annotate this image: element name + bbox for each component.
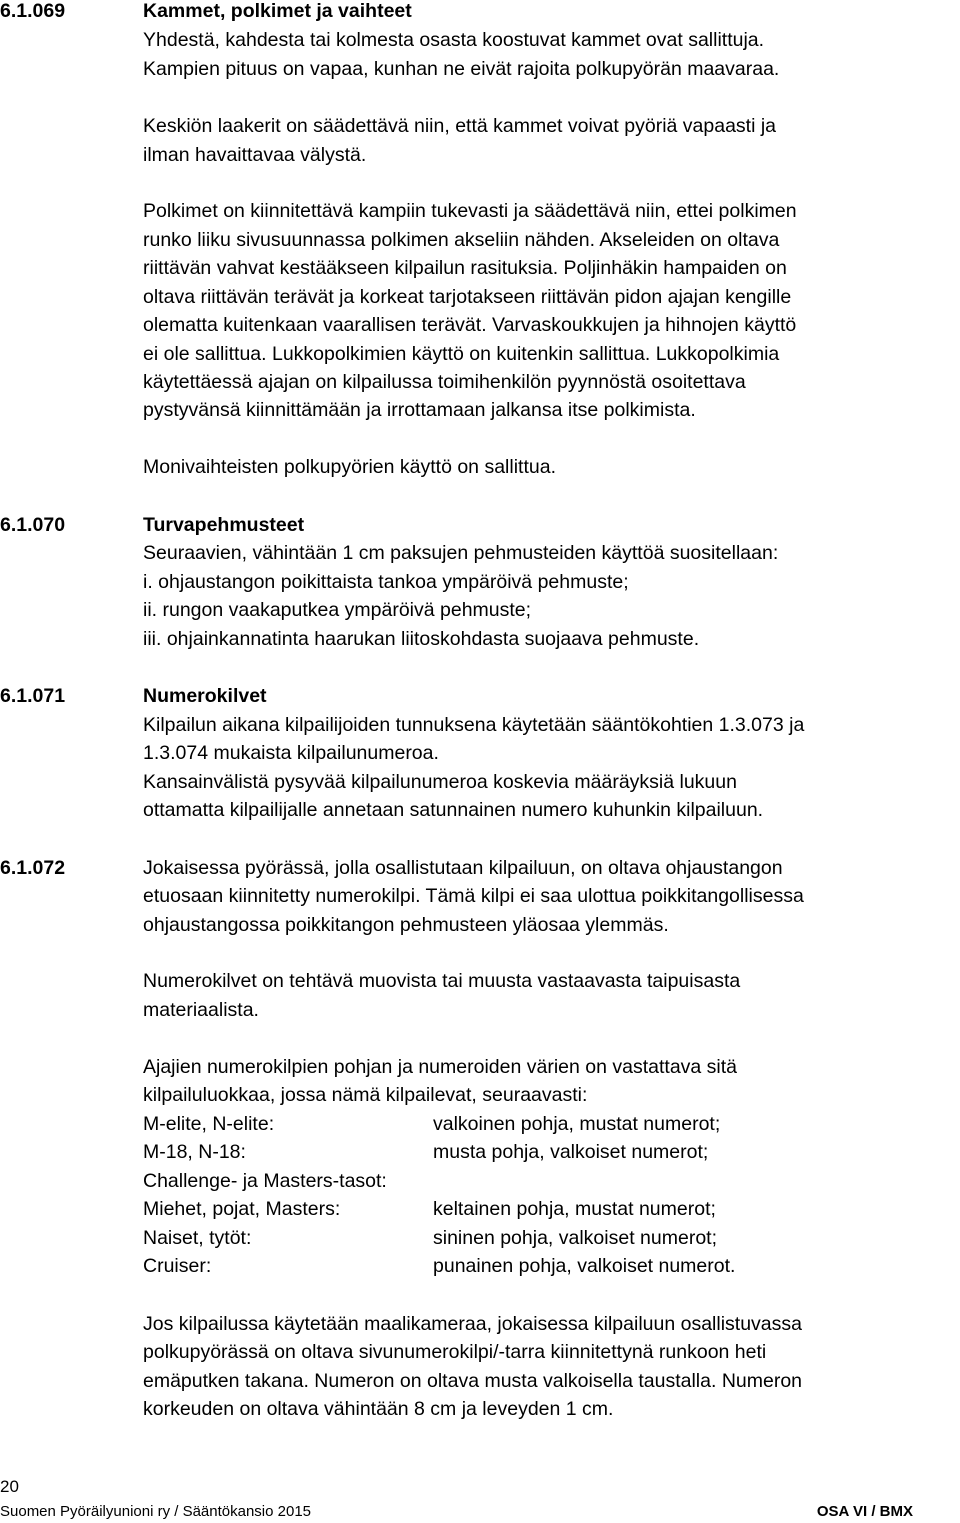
text-line: ilman havaittavaa välystä. [143,144,367,166]
text-line: Ajajien numerokilpien pohjan ja numeroiden värien on vastattava sitä [143,1056,738,1078]
text-line: Polkimet on kiinnitettävä kampiin tukevasti ja säädettävä niin, ettei polkimen [143,200,797,222]
section-title-070: Turvapehmusteet [143,514,305,536]
page-number: 20 [0,1477,19,1496]
text-line: riittävän vahvat kestääkseen kilpailun rasituksia. Poljinhäkin hampaiden on [143,257,787,279]
text-line: runko liiku sivusuunnassa polkimen akseliin nähden. Akseleiden on oltava [143,229,780,251]
table-class-label: Cruiser: [143,1255,212,1277]
table-class-label: M-elite, N-elite: [143,1113,275,1135]
table-class-value: keltainen pohja, mustat numerot; [433,1198,716,1220]
table-class-value: valkoinen pohja, mustat numerot; [433,1113,721,1135]
list-item: ii. rungon vaakaputkea ympäröivä pehmuste; [143,599,532,621]
section-number-070: 6.1.070 [0,514,66,536]
text-line: käytettäessä ajajan on kilpailussa toimihenkilön pyynnöstä osoitettava [143,371,746,393]
text-line: Kampien pituus on vapaa, kunhan ne eivät rajoita polkupyörän maavaraa. [143,58,780,80]
text-line: Monivaihteisten polkupyörien käyttö on sallittua. [143,456,556,478]
text-line: polkupyörässä on oltava sivunumerokilpi/-tarra kiinnitettynä runkoon heti [143,1341,767,1363]
table-class-label: Challenge- ja Masters-tasot: [143,1170,387,1192]
text-line: Yhdestä, kahdesta tai kolmesta osasta koostuvat kammet ovat sallittuja. [143,29,765,51]
section-title-071: Numerokilvet [143,685,267,707]
section-title-069: Kammet, polkimet ja vaihteet [143,0,412,22]
footer-publisher: Suomen Pyöräilyunioni ry / Sääntökansio 2015 [0,1503,312,1520]
text-line: Seuraavien, vähintään 1 cm paksujen pehmusteiden käyttöä suositellaan: [143,542,779,564]
table-class-label: Miehet, pojat, Masters: [143,1198,341,1220]
table-class-label: Naiset, tytöt: [143,1227,252,1249]
text-line: materiaalista. [143,999,259,1021]
section-number-069: 6.1.069 [0,0,66,22]
text-line: Kansainvälistä pysyvää kilpailunumeroa koskevia määräyksiä lukuun [143,771,737,793]
text-line: emäputken takana. Numeron on oltava musta valkoisella taustalla. Numeron [143,1370,803,1392]
text-line: olematta kuitenkaan vaarallisen terävät. Varvaskoukkujen ja hihnojen käyttö [143,314,797,336]
table-class-value: musta pohja, valkoiset numerot; [433,1141,709,1163]
table-class-value: sininen pohja, valkoiset numerot; [433,1227,717,1249]
text-line: ohjaustangossa poikkitangon pehmusteen yläosaa ylemmäs. [143,914,669,936]
text-line: kilpailuluokkaa, jossa nämä kilpailevat, seuraavasti: [143,1084,588,1106]
list-item: i. ohjaustangon poikittaista tankoa ympäröivä pehmuste; [143,571,629,593]
text-line: Jokaisessa pyörässä, jolla osallistutaan kilpailuun, on oltava ohjaustangon [143,857,783,879]
text-line: pystyvänsä kiinnittämään ja irrottamaan jalkansa itse polkimista. [143,399,696,421]
text-line: oltava riittävän terävät ja korkeat tarjotakseen riittävän pidon ajajan kengille [143,286,792,308]
table-class-value: punainen pohja, valkoiset numerot. [433,1255,736,1277]
text-line: Kilpailun aikana kilpailijoiden tunnuksena käytetään sääntökohtien 1.3.073 ja [143,714,805,736]
text-line: ottamatta kilpailijalle annetaan satunnainen numero kuhunkin kilpailuun. [143,799,764,821]
text-line: etuosaan kiinnitetty numerokilpi. Tämä kilpi ei saa ulottua poikkitangollisessa [143,885,804,907]
table-class-label: M-18, N-18: [143,1141,246,1163]
text-line: ei ole sallittua. Lukkopolkimien käyttö on kuitenkin sallittua. Lukkopolkimia [143,343,780,365]
list-item: iii. ohjainkannatinta haarukan liitoskohdasta suojaava pehmuste. [143,628,700,650]
section-number-072: 6.1.072 [0,857,66,879]
section-number-071: 6.1.071 [0,685,66,707]
text-line: 1.3.074 mukaista kilpailunumeroa. [143,742,439,764]
text-line: Keskiön laakerit on säädettävä niin, että kammet voivat pyöriä vapaasti ja [143,115,777,137]
text-line: Numerokilvet on tehtävä muovista tai muusta vastaavasta taipuisasta [143,970,741,992]
text-line: korkeuden on oltava vähintään 8 cm ja leveyden 1 cm. [143,1398,614,1420]
footer-section: OSA VI / BMX [816,1503,913,1520]
text-line: Jos kilpailussa käytetään maalikameraa, jokaisessa kilpailuun osallistuvassa [143,1313,802,1335]
